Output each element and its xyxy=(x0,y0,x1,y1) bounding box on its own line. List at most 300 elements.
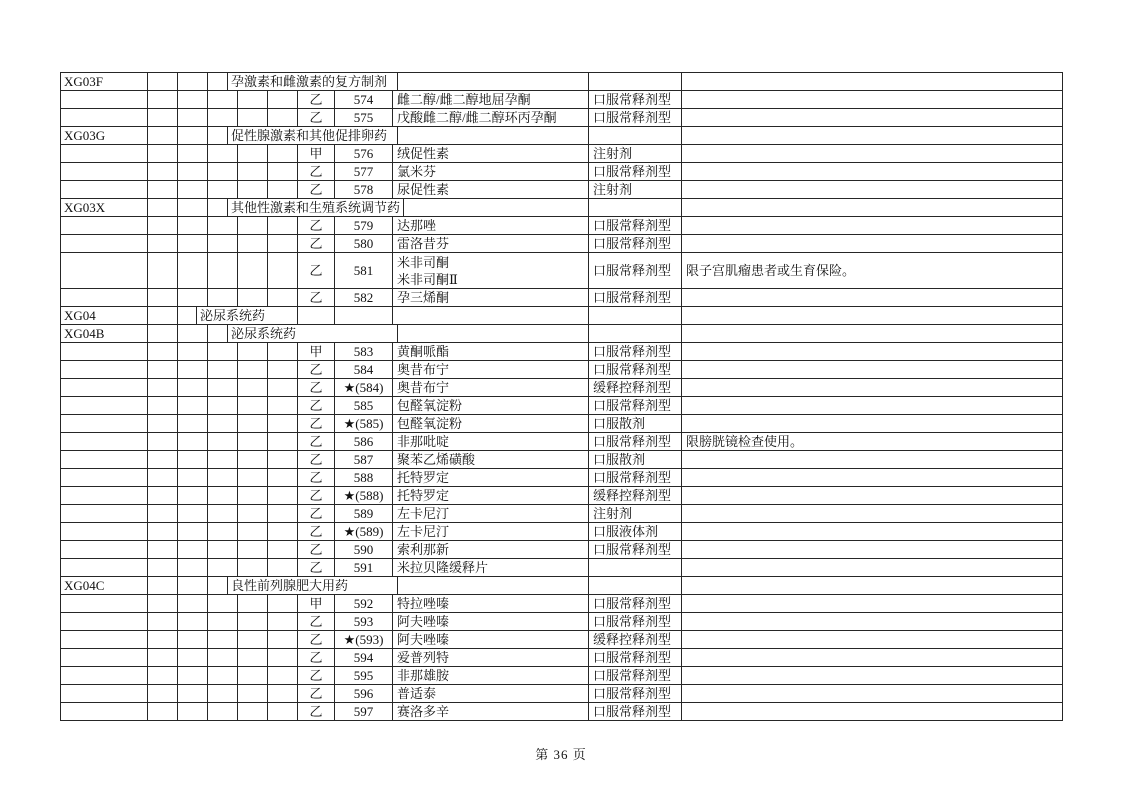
note-cell xyxy=(682,235,1063,253)
drug-name-cell xyxy=(393,253,589,289)
grid-cell xyxy=(268,163,298,181)
note-cell xyxy=(682,307,1063,325)
grid-cell xyxy=(208,127,228,145)
number-cell: 583 xyxy=(335,343,393,361)
grid-cell xyxy=(178,397,208,415)
category-row xyxy=(61,199,1063,217)
code-cell xyxy=(61,217,148,235)
grid-cell xyxy=(178,487,208,505)
category-name-cell: 良性前列腺肥大用药 xyxy=(228,577,398,595)
number-cell: 581 xyxy=(335,253,393,289)
drug-name-cell: 非那雄胺 xyxy=(393,667,589,685)
class-cell: 乙 xyxy=(298,217,335,235)
note-cell xyxy=(682,343,1063,361)
class-cell: 乙 xyxy=(298,703,335,721)
table-row xyxy=(61,253,1063,289)
class-cell: 乙 xyxy=(298,91,335,109)
note-cell xyxy=(682,325,1063,343)
code-cell xyxy=(61,181,148,199)
grid-cell xyxy=(268,451,298,469)
grid-cell xyxy=(238,559,268,577)
grid-cell xyxy=(148,181,178,199)
grid-cell xyxy=(148,343,178,361)
note-cell xyxy=(682,415,1063,433)
grid-cell xyxy=(148,559,178,577)
note-cell xyxy=(682,127,1063,145)
drug-name-cell: 阿夫唑嗪 xyxy=(393,613,589,631)
dosage-form-cell: 注射剂 xyxy=(589,505,682,523)
code-cell xyxy=(61,559,148,577)
grid-cell xyxy=(208,667,238,685)
drug-name-cell: 包醛氧淀粉 xyxy=(393,415,589,433)
note-cell xyxy=(682,91,1063,109)
grid-cell xyxy=(208,343,238,361)
grid-cell xyxy=(178,667,208,685)
class-cell: 乙 xyxy=(298,559,335,577)
note-cell xyxy=(682,199,1063,217)
note-cell xyxy=(682,631,1063,649)
grid-cell xyxy=(208,73,228,91)
dosage-form-cell xyxy=(589,559,682,577)
grid-cell xyxy=(178,343,208,361)
category-name-cell: 促性腺激素和其他促排卵药 xyxy=(228,127,398,145)
code-cell xyxy=(61,145,148,163)
grid-cell xyxy=(238,595,268,613)
note-cell xyxy=(682,145,1063,163)
table-row xyxy=(61,289,1063,307)
code-cell xyxy=(61,253,148,289)
note-cell xyxy=(682,559,1063,577)
code-cell xyxy=(61,361,148,379)
number-cell: 593 xyxy=(335,613,393,631)
grid-cell xyxy=(238,487,268,505)
table-row xyxy=(61,703,1063,721)
table-row xyxy=(61,235,1063,253)
dosage-form-cell: 口服散剂 xyxy=(589,451,682,469)
grid-cell xyxy=(268,91,298,109)
page-number: 第 36 页 xyxy=(535,747,587,762)
class-cell: 甲 xyxy=(298,145,335,163)
drug-name-cell: 包醛氧淀粉 xyxy=(393,397,589,415)
code-cell xyxy=(61,703,148,721)
dosage-form-cell: 口服常释剂型 xyxy=(589,703,682,721)
grid-cell xyxy=(208,451,238,469)
note-cell xyxy=(682,379,1063,397)
grid-cell xyxy=(148,469,178,487)
grid-cell xyxy=(589,127,682,145)
dosage-form-cell: 缓释控释剂型 xyxy=(589,379,682,397)
dosage-form-cell: 口服常释剂型 xyxy=(589,253,682,289)
table-row xyxy=(61,163,1063,181)
grid-cell xyxy=(208,685,238,703)
grid-cell xyxy=(589,577,682,595)
grid-cell xyxy=(208,649,238,667)
table-row xyxy=(61,91,1063,109)
grid-cell xyxy=(393,307,589,325)
drug-name-line: 米非司酮Ⅱ xyxy=(397,271,458,287)
grid-cell xyxy=(298,307,335,325)
dosage-form-cell: 口服常释剂型 xyxy=(589,433,682,451)
dosage-form-cell: 口服常释剂型 xyxy=(589,361,682,379)
grid-cell xyxy=(268,343,298,361)
grid-cell xyxy=(148,307,178,325)
category-name-cell: 泌尿系统药 xyxy=(228,325,398,343)
grid-cell xyxy=(238,469,268,487)
number-cell: ★(593) xyxy=(335,631,393,649)
dosage-form-cell: 口服常释剂型 xyxy=(589,469,682,487)
grid-cell xyxy=(208,469,238,487)
grid-cell xyxy=(148,127,178,145)
note-cell: 限膀胱镜检查使用。 xyxy=(682,433,1063,451)
grid-cell xyxy=(178,469,208,487)
grid-cell xyxy=(178,127,208,145)
dosage-form-cell: 口服常释剂型 xyxy=(589,289,682,307)
note-cell xyxy=(682,469,1063,487)
code-cell xyxy=(61,595,148,613)
code-cell: XG04C xyxy=(61,577,148,595)
grid-cell xyxy=(238,649,268,667)
number-cell: 588 xyxy=(335,469,393,487)
grid-cell xyxy=(238,451,268,469)
code-cell xyxy=(61,685,148,703)
dosage-form-cell: 口服常释剂型 xyxy=(589,685,682,703)
grid-cell xyxy=(268,595,298,613)
grid-cell xyxy=(178,109,208,127)
number-cell: 582 xyxy=(335,289,393,307)
grid-cell xyxy=(268,415,298,433)
table-row xyxy=(61,523,1063,541)
grid-cell xyxy=(238,433,268,451)
grid-cell xyxy=(268,181,298,199)
grid-cell xyxy=(238,613,268,631)
dosage-form-cell: 口服常释剂型 xyxy=(589,91,682,109)
code-cell xyxy=(61,379,148,397)
grid-cell xyxy=(268,667,298,685)
grid-cell xyxy=(148,415,178,433)
grid-cell xyxy=(208,613,238,631)
table-row xyxy=(61,379,1063,397)
table-row xyxy=(61,505,1063,523)
code-cell xyxy=(61,343,148,361)
grid-cell xyxy=(178,289,208,307)
drug-name-cell: 爱普列特 xyxy=(393,649,589,667)
grid-cell xyxy=(589,307,682,325)
grid-cell xyxy=(148,577,178,595)
class-cell: 乙 xyxy=(298,487,335,505)
grid-cell xyxy=(238,703,268,721)
dosage-form-cell: 口服常释剂型 xyxy=(589,109,682,127)
code-cell: XG03X xyxy=(61,199,148,217)
grid-cell xyxy=(178,253,208,289)
grid-cell xyxy=(238,361,268,379)
grid-cell xyxy=(178,559,208,577)
table-row xyxy=(61,361,1063,379)
table-row xyxy=(61,667,1063,685)
dosage-form-cell: 口服常释剂型 xyxy=(589,667,682,685)
code-cell xyxy=(61,289,148,307)
grid-cell xyxy=(208,109,238,127)
code-cell xyxy=(61,91,148,109)
grid-cell xyxy=(208,361,238,379)
grid-cell xyxy=(178,631,208,649)
drug-name-cell: 黄酮哌酯 xyxy=(393,343,589,361)
class-cell: 乙 xyxy=(298,235,335,253)
grid-cell xyxy=(238,631,268,649)
code-cell xyxy=(61,235,148,253)
note-cell xyxy=(682,361,1063,379)
grid-cell xyxy=(178,595,208,613)
dosage-form-cell: 口服常释剂型 xyxy=(589,163,682,181)
class-cell: 乙 xyxy=(298,649,335,667)
grid-cell xyxy=(178,325,208,343)
drug-name-cell: 托特罗定 xyxy=(393,487,589,505)
grid-cell xyxy=(268,505,298,523)
grid-cell xyxy=(178,235,208,253)
note-cell xyxy=(682,685,1063,703)
code-cell xyxy=(61,613,148,631)
drug-name-cell: 聚苯乙烯磺酸 xyxy=(393,451,589,469)
drug-name-cell: 特拉唑嗪 xyxy=(393,595,589,613)
number-cell: 579 xyxy=(335,217,393,235)
note-cell xyxy=(682,397,1063,415)
dosage-form-cell: 注射剂 xyxy=(589,145,682,163)
class-cell: 乙 xyxy=(298,379,335,397)
grid-cell xyxy=(589,73,682,91)
grid-cell xyxy=(238,685,268,703)
grid-cell xyxy=(238,109,268,127)
table-row xyxy=(61,559,1063,577)
code-cell: XG04 xyxy=(61,307,148,325)
grid-cell xyxy=(148,667,178,685)
drug-name-cell: 奥昔布宁 xyxy=(393,361,589,379)
grid-cell xyxy=(178,217,208,235)
grid-cell xyxy=(208,145,238,163)
grid-cell xyxy=(148,253,178,289)
number-cell: ★(585) xyxy=(335,415,393,433)
note-cell xyxy=(682,505,1063,523)
code-cell xyxy=(61,433,148,451)
note-cell xyxy=(682,577,1063,595)
drug-name-cell: 赛洛多辛 xyxy=(393,703,589,721)
grid-cell xyxy=(238,415,268,433)
code-cell xyxy=(61,163,148,181)
grid-cell xyxy=(238,397,268,415)
grid-cell xyxy=(178,163,208,181)
grid-cell xyxy=(148,163,178,181)
table-row xyxy=(61,181,1063,199)
grid-cell xyxy=(208,379,238,397)
grid-cell xyxy=(238,343,268,361)
number-cell: 589 xyxy=(335,505,393,523)
number-cell: 594 xyxy=(335,649,393,667)
dosage-form-cell: 口服常释剂型 xyxy=(589,217,682,235)
grid-cell xyxy=(178,541,208,559)
drug-name-cell: 索利那新 xyxy=(393,541,589,559)
grid-cell xyxy=(208,505,238,523)
grid-cell xyxy=(268,217,298,235)
drug-name-cell: 左卡尼汀 xyxy=(393,523,589,541)
number-cell: 576 xyxy=(335,145,393,163)
grid-cell xyxy=(148,433,178,451)
grid-cell xyxy=(178,307,197,325)
note-cell xyxy=(682,649,1063,667)
grid-cell xyxy=(148,505,178,523)
dosage-form-cell: 口服常释剂型 xyxy=(589,595,682,613)
drug-name-cell: 尿促性素 xyxy=(393,181,589,199)
drug-name-cell: 孕三烯酮 xyxy=(393,289,589,307)
number-cell: 580 xyxy=(335,235,393,253)
dosage-form-cell: 缓释控释剂型 xyxy=(589,487,682,505)
grid-cell xyxy=(404,199,589,217)
note-cell xyxy=(682,109,1063,127)
grid-cell xyxy=(208,595,238,613)
grid-cell xyxy=(148,217,178,235)
grid-cell xyxy=(268,487,298,505)
table-row xyxy=(61,595,1063,613)
grid-cell xyxy=(238,181,268,199)
grid-cell xyxy=(178,577,208,595)
grid-cell xyxy=(178,451,208,469)
number-cell: 587 xyxy=(335,451,393,469)
table-row xyxy=(61,343,1063,361)
grid-cell xyxy=(208,433,238,451)
grid-cell xyxy=(178,685,208,703)
grid-cell xyxy=(208,487,238,505)
grid-cell xyxy=(208,91,238,109)
category-row xyxy=(61,73,1063,91)
grid-cell xyxy=(208,325,228,343)
class-cell: 乙 xyxy=(298,685,335,703)
grid-cell xyxy=(268,703,298,721)
number-cell: ★(589) xyxy=(335,523,393,541)
code-cell: XG04B xyxy=(61,325,148,343)
table-row xyxy=(61,397,1063,415)
drug-name-cell: 阿夫唑嗪 xyxy=(393,631,589,649)
grid-cell xyxy=(148,361,178,379)
drug-name-cell: 氯米芬 xyxy=(393,163,589,181)
grid-cell xyxy=(208,181,238,199)
code-cell xyxy=(61,397,148,415)
grid-cell xyxy=(238,505,268,523)
grid-cell xyxy=(148,289,178,307)
class-cell: 乙 xyxy=(298,541,335,559)
class-cell: 乙 xyxy=(298,361,335,379)
grid-cell xyxy=(398,325,589,343)
table-row xyxy=(61,541,1063,559)
note-cell xyxy=(682,541,1063,559)
number-cell: 590 xyxy=(335,541,393,559)
dosage-form-cell: 注射剂 xyxy=(589,181,682,199)
grid-cell xyxy=(208,415,238,433)
dosage-form-cell: 口服常释剂型 xyxy=(589,397,682,415)
grid-cell xyxy=(148,613,178,631)
grid-cell xyxy=(238,379,268,397)
grid-cell xyxy=(178,415,208,433)
table-row xyxy=(61,469,1063,487)
drug-name-cell: 普适泰 xyxy=(393,685,589,703)
drug-list-table xyxy=(60,72,1063,721)
grid-cell xyxy=(238,163,268,181)
number-cell: 597 xyxy=(335,703,393,721)
grid-cell xyxy=(148,649,178,667)
class-cell: 乙 xyxy=(298,451,335,469)
number-cell: 578 xyxy=(335,181,393,199)
drug-name-cell: 雷洛昔芬 xyxy=(393,235,589,253)
grid-cell xyxy=(268,235,298,253)
grid-cell xyxy=(589,199,682,217)
grid-cell xyxy=(178,181,208,199)
grid-cell xyxy=(268,253,298,289)
class-cell: 乙 xyxy=(298,253,335,289)
class-cell: 乙 xyxy=(298,523,335,541)
drug-name-cell: 达那唑 xyxy=(393,217,589,235)
grid-cell xyxy=(148,685,178,703)
grid-cell xyxy=(178,649,208,667)
grid-cell xyxy=(208,577,228,595)
code-cell xyxy=(61,469,148,487)
grid-cell xyxy=(268,109,298,127)
drug-name-cell: 左卡尼汀 xyxy=(393,505,589,523)
table-row xyxy=(61,217,1063,235)
class-cell: 乙 xyxy=(298,415,335,433)
grid-cell xyxy=(148,379,178,397)
grid-cell xyxy=(238,289,268,307)
grid-cell xyxy=(238,91,268,109)
grid-cell xyxy=(178,433,208,451)
note-cell xyxy=(682,703,1063,721)
note-cell xyxy=(682,595,1063,613)
grid-cell xyxy=(148,235,178,253)
grid-cell xyxy=(208,253,238,289)
number-cell: 591 xyxy=(335,559,393,577)
category-name-cell: 其他性激素和生殖系统调节药 xyxy=(228,199,404,217)
grid-cell xyxy=(398,577,589,595)
drug-name-cell: 戊酸雌二醇/雌二醇环丙孕酮 xyxy=(393,109,589,127)
class-cell: 乙 xyxy=(298,613,335,631)
grid-cell xyxy=(589,325,682,343)
category-name-cell: 泌尿系统药 xyxy=(197,307,298,325)
note-cell xyxy=(682,217,1063,235)
drug-name-cell: 米拉贝隆缓释片 xyxy=(393,559,589,577)
code-cell xyxy=(61,631,148,649)
grid-cell xyxy=(208,217,238,235)
number-cell: 592 xyxy=(335,595,393,613)
number-cell: 577 xyxy=(335,163,393,181)
grid-cell xyxy=(148,145,178,163)
note-cell xyxy=(682,163,1063,181)
note-cell xyxy=(682,613,1063,631)
dosage-form-cell: 缓释控释剂型 xyxy=(589,631,682,649)
table-row xyxy=(61,433,1063,451)
grid-cell xyxy=(268,433,298,451)
grid-cell xyxy=(238,145,268,163)
class-cell: 乙 xyxy=(298,289,335,307)
code-cell xyxy=(61,523,148,541)
note-cell xyxy=(682,451,1063,469)
class-cell: 乙 xyxy=(298,631,335,649)
grid-cell xyxy=(148,91,178,109)
grid-cell xyxy=(238,235,268,253)
grid-cell xyxy=(148,523,178,541)
category-name-cell: 孕激素和雌激素的复方制剂 xyxy=(228,73,398,91)
grid-cell xyxy=(148,595,178,613)
category-row xyxy=(61,325,1063,343)
grid-cell xyxy=(268,397,298,415)
class-cell: 乙 xyxy=(298,163,335,181)
grid-cell xyxy=(208,541,238,559)
number-cell: 595 xyxy=(335,667,393,685)
table-row xyxy=(61,613,1063,631)
